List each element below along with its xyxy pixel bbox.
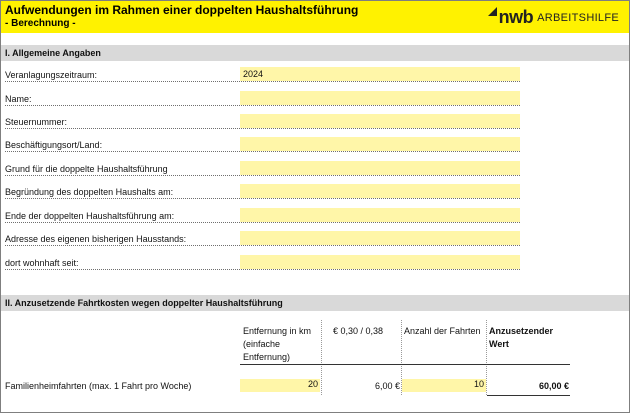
header-bar — [1, 1, 629, 33]
field-value: 2024 — [243, 69, 264, 79]
header-entfernung: Entfernung in km (einfache Entfernung) — [243, 326, 312, 362]
row-divider — [5, 269, 520, 270]
section-fahrtkosten-title: II. Anzusetzende Fahrtkosten wegen doppelter Haushaltsführung — [5, 298, 283, 308]
trips-input[interactable]: 10 — [402, 379, 486, 392]
section-general-title: I. Allgemeine Angaben — [5, 48, 101, 58]
wohnhaft-seit-input[interactable] — [240, 255, 520, 269]
row-label: Begründung des doppelten Haushalts am: — [5, 187, 174, 197]
row-label: Grund für die doppelte Haushaltsführung — [5, 164, 168, 174]
logo-triangle-icon — [488, 7, 497, 16]
total-underline — [487, 395, 570, 396]
ende-date-input[interactable] — [240, 208, 520, 222]
row-label: Name: — [5, 94, 32, 104]
beschaeftigungsort-input[interactable] — [240, 137, 520, 151]
veranlagungszeitraum-input[interactable] — [240, 67, 520, 81]
begruendung-date-input[interactable] — [240, 184, 520, 198]
section-general-header — [1, 45, 629, 61]
km-input[interactable]: 20 — [240, 379, 320, 392]
nwb-logo — [488, 7, 619, 28]
row-label: Veranlagungszeitraum: — [5, 70, 98, 80]
rate-value: 6,00 € — [374, 381, 400, 391]
row-label: dort wohnhaft seit: — [5, 258, 79, 268]
adresse-input[interactable] — [240, 231, 520, 245]
section-fahrtkosten-header — [1, 295, 629, 311]
row-divider — [5, 198, 520, 199]
page-subtitle: - Berechnung - — [5, 18, 76, 29]
row-divider — [5, 81, 520, 82]
header-anzusetzender-wert: Anzusetzender Wert — [489, 326, 554, 349]
steuernummer-input[interactable] — [240, 114, 520, 128]
logo-subtitle: ARBEITSHILFE — [537, 11, 619, 24]
grund-input[interactable] — [240, 161, 520, 175]
row-label: Adresse des eigenen bisherigen Hausstands: — [5, 234, 187, 244]
row-divider — [5, 151, 520, 152]
row-divider — [5, 245, 520, 246]
header-underline — [240, 364, 570, 365]
header-rate: € 0,30 / 0,38 — [333, 326, 384, 336]
header-anzahl: Anzahl der Fahrten — [404, 326, 481, 336]
name-input[interactable] — [240, 91, 520, 105]
row-divider — [5, 105, 520, 106]
familienheimfahrten-label: Familienheimfahrten (max. 1 Fahrt pro Woche) — [5, 381, 192, 391]
page-title: Aufwendungen im Rahmen einer doppelten Haushaltsführung — [5, 3, 359, 17]
row-divider — [5, 222, 520, 223]
row-label: Ende der doppelten Haushaltsführung am: — [5, 211, 175, 221]
logo-brand: nwb — [498, 7, 534, 27]
row-label: Steuernummer: — [5, 117, 68, 127]
row-label: Beschäftigungsort/Land: — [5, 140, 103, 150]
row-divider — [5, 128, 520, 129]
total-value: 60,00 € — [538, 381, 569, 391]
row-divider — [5, 175, 520, 176]
